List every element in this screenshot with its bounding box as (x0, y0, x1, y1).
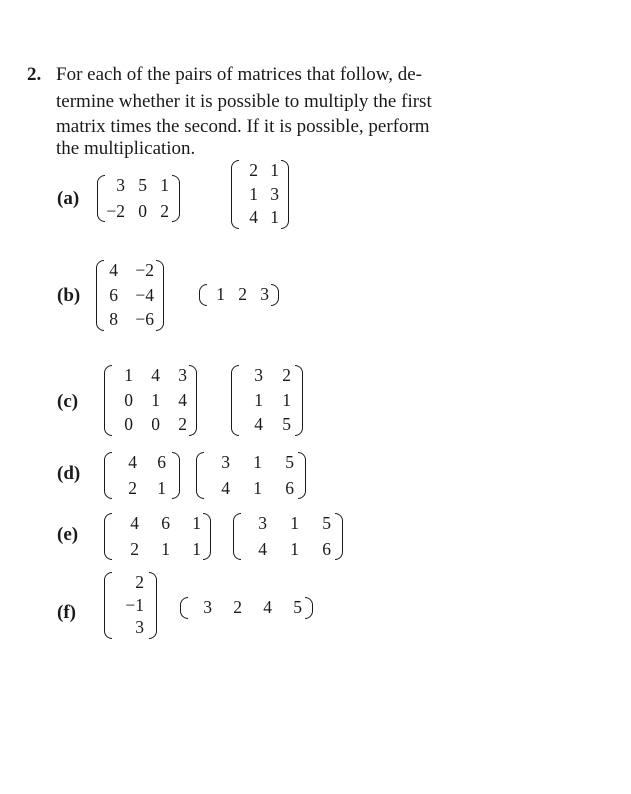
matrix-e-second (235, 514, 341, 559)
matrix-a-first (99, 176, 178, 221)
matrix-entry: −1 (125, 594, 144, 615)
matrix-entry: 5 (285, 452, 294, 472)
prompt-line: the multiplication. (56, 138, 196, 159)
matrix-entry: 2 (238, 284, 247, 304)
matrix-entry: 1 (192, 538, 201, 559)
part-label-c: (c) (57, 391, 79, 412)
prompt-line: matrix times the second. If it is possible, perform (56, 116, 430, 137)
matrix-c-second (233, 366, 301, 435)
matrix-entry: 1 (249, 183, 258, 204)
problem-number: 2. (27, 64, 42, 85)
matrix-entry: 4 (221, 477, 230, 498)
matrix-entry: −2 (135, 260, 154, 280)
matrix-entry: 3 (178, 365, 187, 385)
matrix-b-first (98, 261, 162, 330)
matrix-entry: 1 (124, 365, 133, 385)
matrix-a-second (233, 161, 287, 228)
matrix-entry: 2 (249, 160, 258, 180)
prompt-line: For each of the pairs of matrices that follow, de- (56, 64, 422, 85)
matrix-entry: 3 (135, 617, 144, 637)
matrix-entry: 2 (160, 200, 169, 221)
matrix-entry: 2 (135, 572, 144, 592)
matrix-entry: 1 (160, 175, 169, 195)
matrix-b-second (201, 285, 277, 305)
matrix-entry: 2 (128, 477, 137, 498)
matrix-entry: 6 (109, 284, 118, 305)
matrix-entry: 1 (253, 477, 262, 498)
matrix-entry: 1 (282, 389, 291, 410)
matrix-entry: −2 (106, 200, 125, 221)
matrix-f-second (182, 598, 311, 618)
matrix-entry: 6 (285, 477, 294, 498)
matrix-entry: 3 (260, 284, 269, 304)
part-label-a: (a) (57, 188, 80, 209)
prompt-line: termine whether it is possible to multiply the first (56, 91, 432, 112)
matrix-entry: 4 (130, 513, 139, 533)
matrix-entry: 0 (138, 200, 147, 221)
matrix-entry: 8 (109, 309, 118, 329)
matrix-entry: 3 (221, 452, 230, 472)
matrix-entry: 1 (253, 452, 262, 472)
matrix-entry: 3 (116, 175, 125, 195)
matrix-entry: 3 (203, 597, 212, 617)
matrix-entry: −6 (135, 309, 154, 329)
matrix-entry: 4 (258, 538, 267, 559)
matrix-entry: 4 (263, 597, 272, 617)
matrix-entry: 2 (282, 365, 291, 385)
matrix-entry: 2 (233, 597, 242, 617)
matrix-entry: 6 (157, 452, 166, 472)
matrix-entry: 5 (322, 513, 331, 533)
part-label-b: (b) (57, 285, 81, 306)
part-label-f: (f) (57, 602, 76, 623)
part-label-e: (e) (57, 524, 79, 545)
matrix-entry: 1 (270, 160, 279, 180)
matrix-entry: 1 (192, 513, 201, 533)
matrix-entry: 5 (293, 597, 302, 617)
part-label-d: (d) (57, 463, 81, 484)
matrix-entry: 4 (249, 207, 258, 227)
matrix-c-first (106, 366, 195, 435)
matrix-e-first (106, 514, 209, 559)
matrix-d-second (198, 453, 304, 498)
matrix-entry: 4 (151, 365, 160, 385)
matrix-entry: 3 (270, 183, 279, 204)
matrix-entry: 0 (151, 414, 160, 434)
matrix-entry: 2 (178, 414, 187, 434)
matrix-d-first (106, 453, 178, 498)
matrix-entry: 6 (322, 538, 331, 559)
matrix-entry: 1 (161, 538, 170, 559)
matrix-entry: 3 (258, 513, 267, 533)
matrix-entry: 4 (178, 389, 187, 410)
matrix-entry: 3 (254, 365, 263, 385)
matrix-entry: 1 (290, 513, 299, 533)
matrix-entry: 0 (124, 389, 133, 410)
matrix-entry: 0 (124, 414, 133, 434)
matrix-entry: 1 (290, 538, 299, 559)
matrix-entry: 1 (157, 477, 166, 498)
matrix-entry: 1 (270, 207, 279, 227)
matrix-entry: 4 (109, 260, 118, 280)
matrix-entry: −4 (135, 284, 154, 305)
matrix-entry: 5 (138, 175, 147, 195)
matrix-entry: 1 (216, 284, 225, 304)
matrix-entry: 6 (161, 513, 170, 533)
matrix-entry: 4 (128, 452, 137, 472)
matrix-entry: 5 (282, 414, 291, 434)
matrix-entry: 2 (130, 538, 139, 559)
matrix-entry: 4 (254, 414, 263, 434)
matrix-entry: 1 (254, 389, 263, 410)
matrix-entry: 1 (151, 389, 160, 410)
matrix-f-first (106, 573, 155, 638)
